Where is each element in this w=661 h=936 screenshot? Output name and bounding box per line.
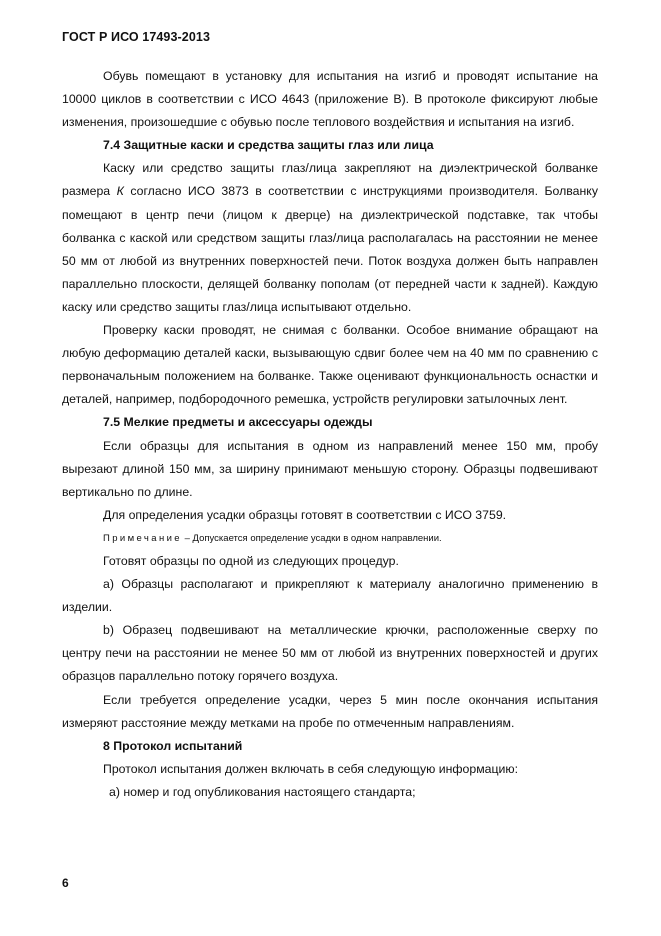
standard-header: ГОСТ Р ИСО 17493-2013 [62, 30, 211, 44]
section-heading-7-5: 7.5 Мелкие предметы и аксессуары одежды [103, 415, 373, 430]
note-text: – Допускается определение усадки в одном направлении. [182, 532, 442, 544]
section-heading-8: 8 Протокол испытаний [103, 738, 243, 753]
paragraph-report-intro: Протокол испытания должен включать в себя следующую информацию: [103, 761, 519, 776]
paragraph-shrinkage-measure: Если требуется определение усадки, через 5 мин после окончания испытания измеряют расстояние между метками на пробе по отмеченным направлениям. [62, 692, 598, 730]
paragraph-procedure-a: a) Образцы располагают и прикрепляют к материалу аналогично применению в изделии. [62, 577, 598, 615]
paragraph-shrinkage-prep: Для определения усадки образцы готовят в соответствии с ИСО 3759. [103, 507, 507, 522]
headform-size-k: К [116, 184, 124, 199]
paragraph-procedures-intro: Готовят образцы по одной из следующих процедур. [103, 553, 399, 568]
paragraph-helmet-mounting [62, 157, 598, 319]
note [62, 527, 598, 550]
paragraph-specimen-size: Если образцы для испытания в одном из направлений менее 150 мм, пробу вырезают длиной 150 мм, за ширину принимают меньшую сторону. Образцы подвешивают вертикально по длине. [62, 438, 598, 499]
note-label: Примечание [103, 532, 182, 544]
paragraph-helmet-mounting-part-a: Каску или средство защиты глаз/лица закрепляют на диэлектрической болванке размера [62, 161, 598, 199]
paragraph-footwear-flex-test: Обувь помещают в установку для испытания на изгиб и проводят испытание на 10000 циклов в соответствии с ИСО 4643 (приложение В). В протоколе фиксируют любые изменения, произошедшие с обувью после теплового воздействия и испытания на изгиб. [62, 69, 598, 130]
paragraph-helmet-mounting-part-b: согласно ИСО 3873 в соответствии с инструкциями производителя. Болванку помещают в центр печи (лицом к дверце) на диэлектрической подставке, так чтобы болванка с каской или средством защиты глаз/лица располагалась на расстоянии не менее 50 мм от любой из внутренних поверхностей печи. Поток воздуха должен быть направлен параллельно плоскости, делящей болванку пополам (от передней части к задней). Каждую каску или средство защиты глаз/лица испытывают отдельно. [62, 184, 598, 314]
section-heading-7-4: 7.4 Защитные каски и средства защиты глаз или лица [103, 138, 434, 153]
page-number: 6 [62, 876, 69, 890]
document-body [62, 65, 598, 804]
paragraph-procedure-b: b) Образец подвешивают на металлические крючки, расположенные сверху по центру печи на расстоянии не менее 50 мм от любой из внутренних поверхностей и других образцов параллельно потоку горячего воздуха. [62, 623, 598, 684]
list-item-a: a) номер и год опубликования настоящего стандарта; [109, 784, 416, 799]
paragraph-helmet-check: Проверку каски проводят, не снимая с болванки. Особое внимание обращают на любую деформацию деталей каски, вызывающую сдвиг более чем на 40 мм по сравнению с первоначальным положением на болванке. Также оценивают функциональность оснастки и деталей, например, подбородочного ремешка, устройств регулировки затылочных лент. [62, 323, 598, 407]
